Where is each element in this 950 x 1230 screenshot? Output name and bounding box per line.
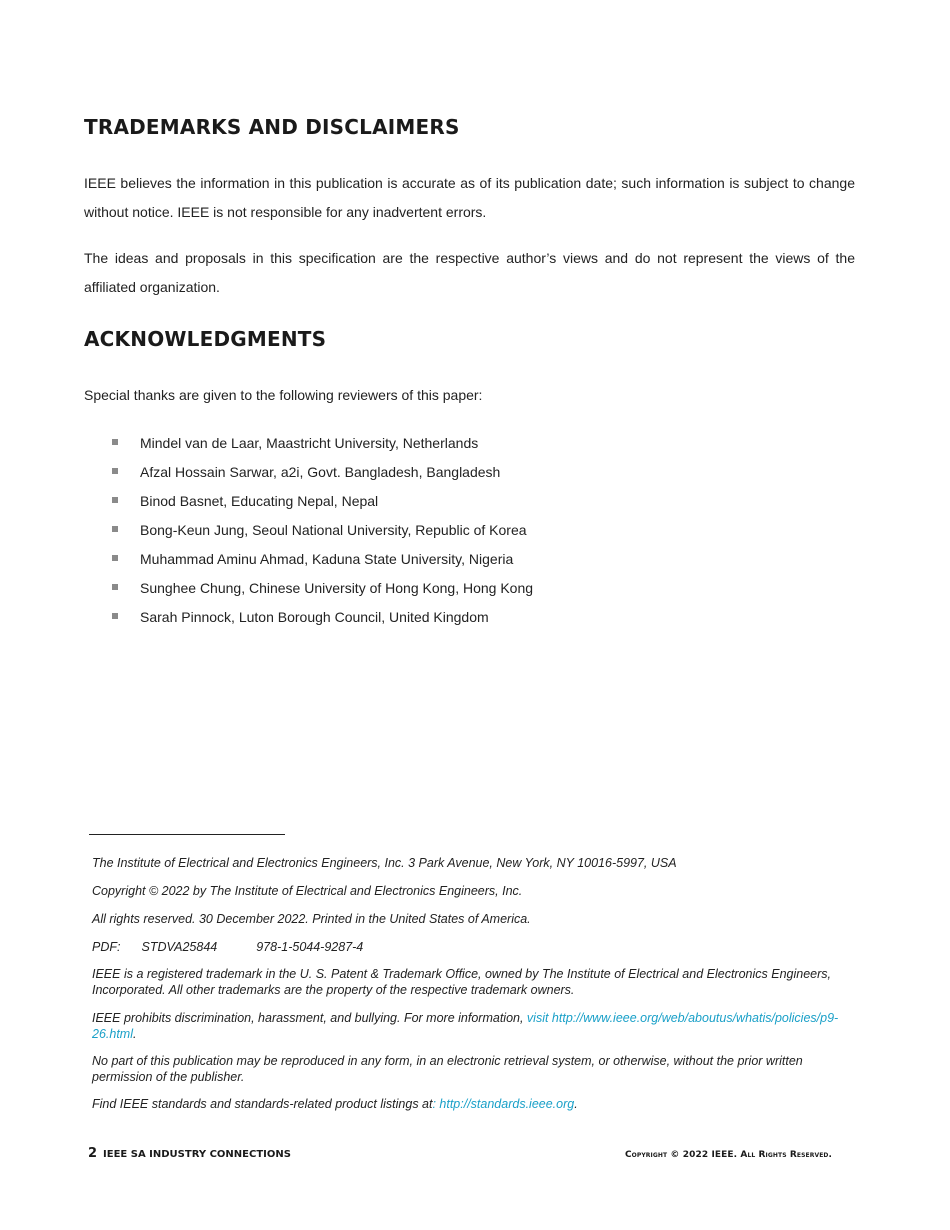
footnote-rights: All rights reserved. 30 December 2022. Printed in the United States of America. [92,912,531,926]
reviewer-name: Muhammad Aminu Ahmad, Kaduna State University, Nigeria [140,551,514,567]
square-bullet-icon [112,584,118,590]
trademarks-paragraph-1: IEEE believes the information in this publication is accurate as of its publication date; such information is subject to change without notice. IEEE is not responsible for any inadvertent errors. [84,175,855,220]
trademarks-heading: TRADEMARKS AND DISCLAIMERS [84,115,460,139]
list-item [112,432,533,461]
page-footer-left [88,1146,291,1161]
list-item [112,577,533,606]
footnote-standards [92,1096,852,1112]
pdf-code: STDVA25844 [141,940,218,954]
policy-link[interactable]: visit http://www.ieee.org/web/aboutus/whatis/policies/p9-26.html [92,1011,839,1041]
reviewer-name: Mindel van de Laar, Maastricht University, Netherlands [140,435,479,451]
reviewer-list [112,432,533,635]
standards-text: Find IEEE standards and standards-related product listings at [92,1097,433,1111]
page-footer-copyright: Copyright © 2022 IEEE. All Rights Reserved. [624,1150,832,1160]
list-item [112,461,533,490]
trademarks-paragraph-2: The ideas and proposals in this specification are the respective author’s views and do not represent the views of the affiliated organization. [84,250,855,295]
square-bullet-icon [112,439,118,445]
pdf-label: PDF: [92,940,121,954]
footer-series-label: IEEE SA INDUSTRY CONNECTIONS [103,1149,291,1160]
reviewer-name: Afzal Hossain Sarwar, a2i, Govt. Bangladesh, Bangladesh [140,464,501,480]
footnote-address: The Institute of Electrical and Electronics Engineers, Inc. 3 Park Avenue, New York, NY 10016-5997, USA [92,856,677,870]
footnote-trademark-note: IEEE is a registered trademark in the U. S. Patent & Trademark Office, owned by The Institute of Electrical and Electronics Engineers, Incorporated. All other trademarks are the property of the respective trademark owners. [92,967,831,997]
square-bullet-icon [112,468,118,474]
square-bullet-icon [112,613,118,619]
footnote-policy [92,1010,852,1042]
square-bullet-icon [112,526,118,532]
standards-period: . [574,1097,578,1111]
list-item [112,519,533,548]
standards-link[interactable]: : http://standards.ieee.org [432,1097,575,1111]
acknowledgments-intro: Special thanks are given to the following reviewers of this paper: [84,387,483,403]
reviewer-name: Bong-Keun Jung, Seoul National University, Republic of Korea [140,522,527,538]
reviewer-name: Binod Basnet, Educating Nepal, Nepal [140,493,379,509]
list-item [112,490,533,519]
page-number: 2 [88,1146,98,1161]
policy-text: IEEE prohibits discrimination, harassment, and bullying. For more information, [92,1011,527,1025]
square-bullet-icon [112,497,118,503]
footnote-divider [89,834,285,835]
footnote-reproduction: No part of this publication may be reproduced in any form, in an electronic retrieval system, or otherwise, without the prior written permission of the publisher. [92,1054,803,1084]
list-item [112,548,533,577]
isbn: 978-1-5044-9287-4 [256,940,364,954]
reviewer-name: Sunghee Chung, Chinese University of Hong Kong, Hong Kong [140,580,534,596]
list-item [112,606,533,635]
square-bullet-icon [112,555,118,561]
footnote-copyright: Copyright © 2022 by The Institute of Electrical and Electronics Engineers, Inc. [92,884,523,898]
footnote-pdf-info [92,939,852,955]
acknowledgments-heading: ACKNOWLEDGMENTS [84,327,327,351]
reviewer-name: Sarah Pinnock, Luton Borough Council, United Kingdom [140,609,489,625]
policy-period: . [133,1027,137,1041]
